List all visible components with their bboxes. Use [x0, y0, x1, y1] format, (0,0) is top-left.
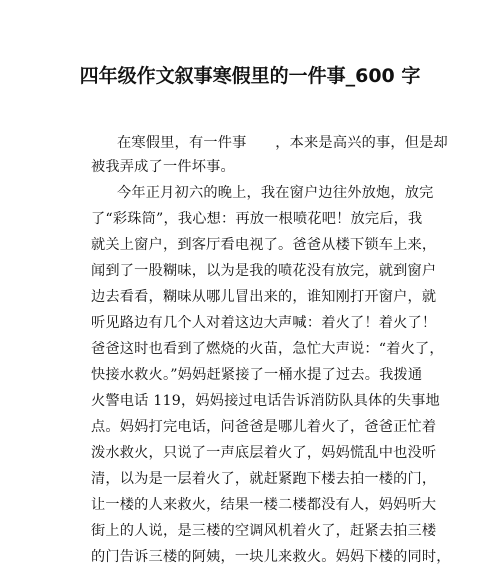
paragraph-line: 泼水救火，只说了一声底层着火了，妈妈慌乱中也没听 — [91, 445, 437, 461]
paragraph-line: 快接水救火。”妈妈赶紧接了一桶水提了过去。我拨通 — [91, 367, 423, 383]
document-title: 四年级作文叙事寒假里的一件事_600 字 — [79, 65, 421, 87]
paragraph-line: 街上的人说，是三楼的空调风机着火了，赶紧去拍三楼 — [91, 523, 437, 539]
paragraph-line: 在寒假里，有一件事 ，本来是高兴的事，但是却 — [117, 135, 448, 151]
paragraph-line: 听见路边有几个人对着这边大声喊：着火了！着火了！ — [91, 315, 437, 331]
paragraph-line: 被我弄成了一件坏事。 — [91, 159, 235, 175]
paragraph-line: 火警电话 119，妈妈接过电话告诉消防队具体的失事地 — [91, 393, 440, 409]
paragraph-line: 爸爸这时也看到了燃烧的火苗，急忙大声说：“着火了， — [91, 341, 444, 357]
paragraph-line: 今年正月初六的晚上，我在窗户边往外放炮，放完 — [117, 185, 434, 201]
paragraph-line: 的门告诉三楼的阿姨，一块儿来救火。妈妈下楼的同时， — [91, 549, 451, 565]
paragraph-line: 点。妈妈打完电话，问爸爸是哪儿着火了，爸爸正忙着 — [91, 419, 437, 435]
paragraph-line: 清，以为是一层着火了，就赶紧跑下楼去拍一楼的门， — [91, 471, 437, 487]
paragraph-line: 闻到了一股糊味，以为是我的喷花没有放完，就到窗户 — [91, 263, 437, 279]
paragraph-line: 边去看看，糊味从哪儿冒出来的，谁知刚打开窗户，就 — [91, 289, 437, 305]
paragraph-line: 就关上窗户，到客厅看电视了。爸爸从楼下锁车上来， — [91, 237, 437, 253]
paragraph-line: 了“彩珠筒”，我心想：再放一根喷花吧！放完后，我 — [91, 211, 423, 227]
paragraph-line: 让一楼的人来救火，结果一楼二楼都没有人，妈妈听大 — [91, 497, 437, 513]
